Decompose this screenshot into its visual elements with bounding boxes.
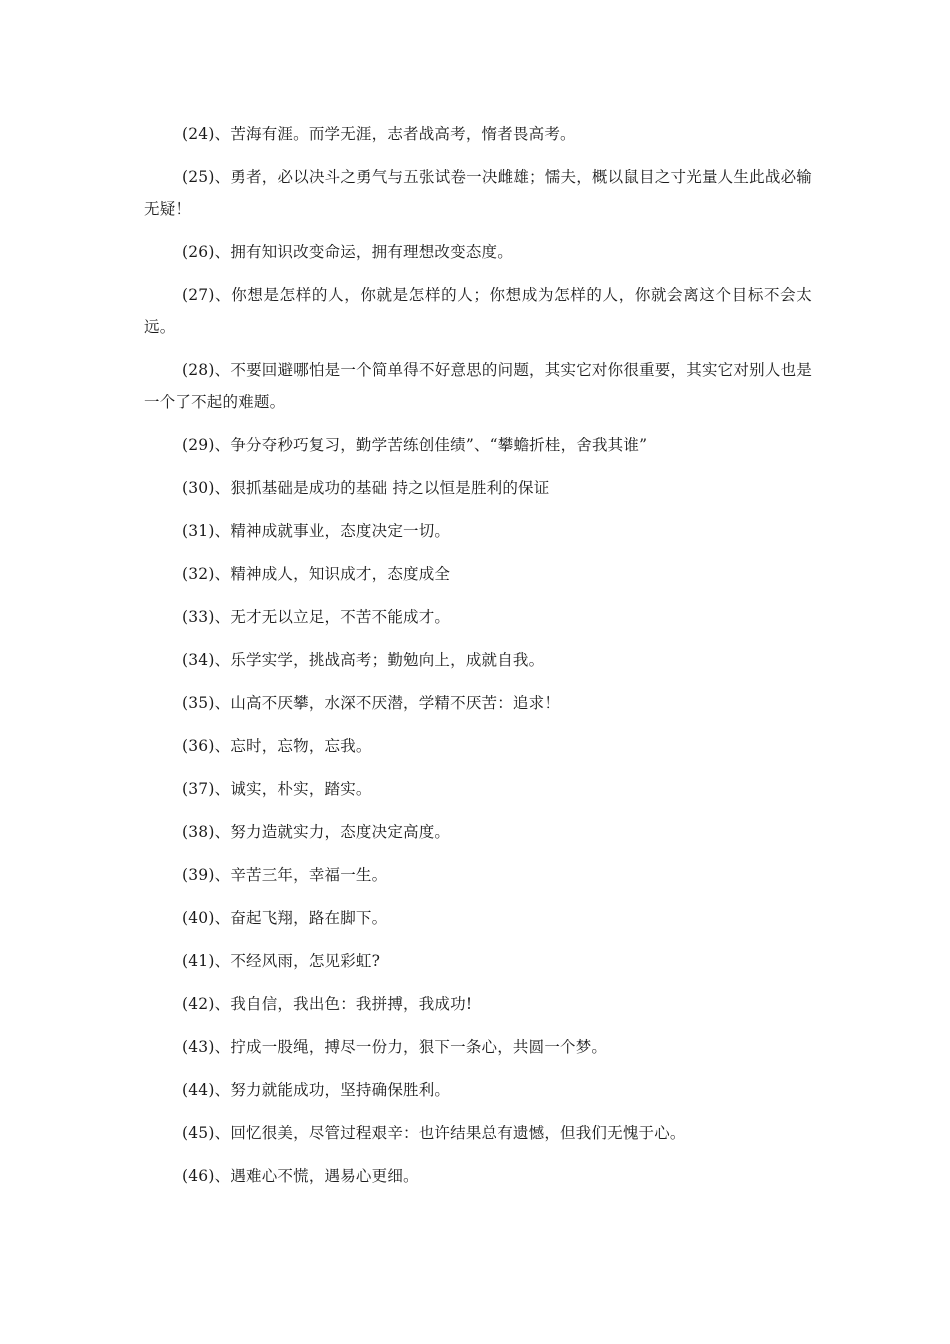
paragraph-35: (35)、山高不厌攀，水深不厌潜，学精不厌苦：追求！ xyxy=(182,694,561,712)
paragraph-43: (43)、拧成一股绳，搏尽一份力，狠下一条心，共圆一个梦。 xyxy=(182,1038,608,1056)
paragraph-29: (29)、争分夺秒巧复习，勤学苦练创佳绩”、“攀蟾折桂，舍我其谁” xyxy=(182,436,648,454)
paragraph-26: (26)、拥有知识改变命运，拥有理想改变态度。 xyxy=(182,243,513,261)
paragraph-32: (32)、精神成人，知识成才，态度成全 xyxy=(182,565,451,583)
paragraph-42: (42)、我自信，我出色：我拼搏，我成功! xyxy=(182,995,473,1013)
paragraph-28: (28)、不要回避哪怕是一个简单得不好意思的问题，其实它对你很重要，其实它对别人也是一个了不起的难题。 xyxy=(144,361,812,411)
paragraph-31: (31)、精神成就事业，态度决定一切。 xyxy=(182,522,451,540)
paragraph-27: (27)、你想是怎样的人，你就是怎样的人；你想成为怎样的人，你就会离这个目标不会太远。 xyxy=(144,286,812,336)
paragraph-30: (30)、狠抓基础是成功的基础 持之以恒是胜利的保证 xyxy=(182,479,550,497)
paragraph-24: (24)、苦海有涯。而学无涯，志者战高考，惰者畏高考。 xyxy=(182,125,576,143)
paragraph-45: (45)、回忆很美，尽管过程艰辛：也许结果总有遗憾，但我们无愧于心。 xyxy=(182,1124,686,1142)
paragraph-38: (38)、努力造就实力，态度决定高度。 xyxy=(182,823,451,841)
paragraph-36: (36)、忘时，忘物，忘我。 xyxy=(182,737,372,755)
paragraph-41: (41)、不经风雨，怎见彩虹? xyxy=(182,952,381,970)
document-body xyxy=(144,118,812,1203)
paragraph-37: (37)、诚实，朴实，踏实。 xyxy=(182,780,372,798)
paragraph-34: (34)、乐学实学，挑战高考；勤勉向上，成就自我。 xyxy=(182,651,545,669)
paragraph-39: (39)、辛苦三年，幸福一生。 xyxy=(182,866,388,884)
paragraph-33: (33)、无才无以立足，不苦不能成才。 xyxy=(182,608,451,626)
paragraph-46: (46)、遇难心不慌，遇易心更细。 xyxy=(182,1167,419,1185)
paragraph-40: (40)、奋起飞翔，路在脚下。 xyxy=(182,909,388,927)
paragraph-25: (25)、勇者，必以决斗之勇气与五张试卷一决雌雄；懦夫，概以鼠目之寸光量人生此战必输无疑！ xyxy=(144,168,812,218)
paragraph-44: (44)、努力就能成功，坚持确保胜利。 xyxy=(182,1081,451,1099)
